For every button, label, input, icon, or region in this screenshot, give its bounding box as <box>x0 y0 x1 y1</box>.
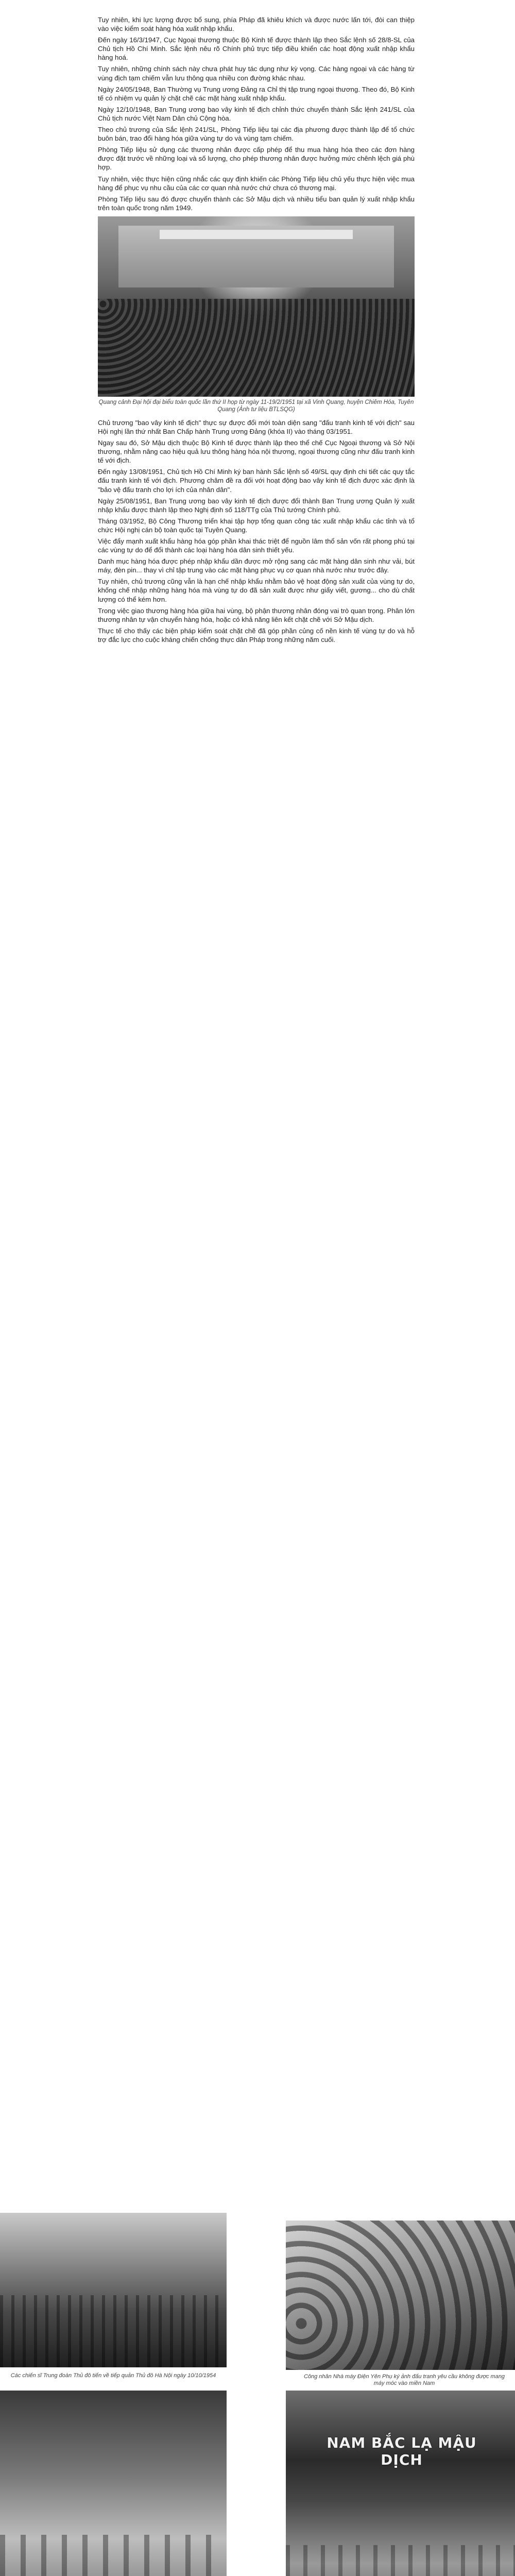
paragraph: Tuy nhiên, những chính sách này chưa phát huy tác dụng như kỳ vọng. Các hàng ngoại và các hàng từ vùng địch tạm chiếm vẫn lưu thông qua nhiều con đường khác nhau. <box>98 65 415 82</box>
gallery-photo-troops <box>0 2213 227 2367</box>
congress-photo <box>98 216 415 397</box>
paragraph: Thực tế cho thấy các biện pháp kiểm soát chặt chẽ đã góp phần củng cố nền kinh tế vùng tự do và hỗ trợ đắc lực cho cuộc kháng chiến chống thực dân Pháp trong những năm cuối. <box>98 626 415 643</box>
paragraph: Trong việc giao thương hàng hóa giữa hai vùng, bộ phận thương nhân đóng vai trò quan trọng. Phân lớn thương nhân tự vận chuyển hàng hóa, hoặc có khả năng liên kết chặt chẽ với Sở Mậu dịch. <box>98 606 415 623</box>
paragraph: Chủ trương "bao vây kinh tế địch" thực sự được đổi mới toàn diện sang "đấu tranh kinh tế với địch" sau Hội nghị lần thứ nhất Ban Chấp hành Trung ương Đảng (khóa II) vào tháng 03/1951. <box>98 418 415 435</box>
paragraph: Tuy nhiên, việc thực hiện cũng nhắc các quy định khiến các Phòng Tiếp liệu chủ yếu thực hiện việc mua hàng để phục vụ nhu cầu của các cơ quan nhà nước chứ chưa có thương mại. <box>98 175 415 192</box>
paragraph: Theo chủ trương của Sắc lệnh 241/SL, Phòng Tiếp liệu tại các địa phương được thành lập để tổ chức buôn bán, trao đổi hàng hóa giữa vùng tự do và vùng tạm chiếm. <box>98 126 415 143</box>
paragraph: Ngay sau đó, Sở Mậu dịch thuộc Bộ Kinh tế được thành lập theo thể chế Cục Ngoại thương và Sở Nội thương, nhằm nâng cao hiệu quả lưu thông hàng hóa nội thương, ngoại thương cũng như đấu tranh kinh tế với địch. <box>98 439 415 465</box>
photo-caption: Quang cảnh Đại hội đại biểu toàn quốc lần thứ II họp từ ngày 11-19/2/1951 tại xã Vinh Quang, huyện Chiêm Hóa, Tuyên Quang (Ảnh tư liệu BTLSQG) <box>98 399 414 413</box>
paragraph: Tuy nhiên, khi lực lượng được bổ sung, phía Pháp đã khiêu khích và được nước lấn tới, đòi can thiệp vào việc kiểm soát hàng hóa xuất nhập khẩu. <box>98 16 415 33</box>
paragraph: Đến ngày 13/08/1951, Chủ tịch Hồ Chí Minh ký ban hành Sắc lệnh số 49/SL quy định chi tiết các quy tắc đấu tranh kinh tế với địch. Phương châm đề ra đối với hoạt động bao vây kinh tế địch được xác định là "bảo vệ đấu tranh cho lợi ích của nhân dân". <box>98 468 415 494</box>
photo-banner <box>160 230 353 239</box>
gallery-caption: Các chiến sĩ Trung đoàn Thủ đô tiến về tiếp quản Thủ đô Hà Nội ngày 10/10/1954 <box>10 2372 216 2379</box>
paragraph: Ngày 25/08/1951, Ban Trung ương bao vây kinh tế địch được đổi thành Ban Trung ương Quản lý xuất nhập khẩu được thành lập theo Nghị định số 118/TTg của Thủ tướng Chính phủ. <box>98 497 415 514</box>
paragraph: Ngày 24/05/1948, Ban Thường vụ Trung ương Đảng ra Chỉ thị tập trung ngoại thương. Theo đó, Bộ Kinh tế có nhiệm vụ quản lý chặt chẽ các mặt hàng xuất nhập khẩu. <box>98 85 415 102</box>
paragraph: Phòng Tiếp liệu sau đó được chuyển thành các Sở Mậu dịch và nhiều tiểu ban quản lý xuất nhập khẩu trên toàn quốc trong năm 1949. <box>98 195 415 212</box>
gallery-photo-trade-store <box>0 2391 227 2576</box>
paragraph: Việc đẩy mạnh xuất khẩu hàng hóa góp phần khai thác triệt để nguồn lâm thổ sản vốn rất phong phú tại các vùng tự do để đổi thành các loại hàng hóa dân sinh thiết yếu. <box>98 537 415 554</box>
gallery-photo-bridge-sign <box>286 2391 515 2576</box>
gallery-photo-workers <box>286 2221 515 2370</box>
article-body <box>98 15 415 647</box>
photo-gallery <box>0 2213 515 2576</box>
photo-crowd <box>98 299 415 397</box>
paragraph: Phòng Tiếp liệu sử dụng các thương nhân được cấp phép để thu mua hàng hóa theo các đơn hàng được đặt trước về những loại và số lượng, cho phép thương nhân được hưởng mức chênh lệch giá phù hợp. <box>98 146 415 172</box>
gallery-caption: Công nhân Nhà máy Điện Yên Phụ ký ảnh đấu tranh yêu cầu không được mang máy móc vào miền Nam <box>303 2374 505 2386</box>
paragraph: Đến ngày 16/3/1947, Cục Ngoại thương thuộc Bộ Kinh tế được thành lập theo Sắc lệnh số 28/8-SL của Chủ tịch Hồ Chí Minh. Sắc lệnh nêu rõ Chính phủ trực tiếp điều khiển các hoạt động xuất nhập khẩu hàng hoá. <box>98 36 415 62</box>
paragraph: Danh mục hàng hóa được phép nhập khẩu dần được mở rộng sang các mặt hàng dân sinh như vải, bút máy, đèn pin... thay vì chỉ tập trung vào các mặt hàng phục vụ cơ quan nhà nước như trước đây. <box>98 557 415 574</box>
paragraph: Tuy nhiên, chủ trương cũng vẫn là hạn chế nhập khẩu nhằm bảo vệ hoạt động sản xuất của vùng tự do, khống chế nhập những hàng hóa mà vùng tự do đã sản xuất được như giấy viết, gương... cho dù chất lượng có thể kém hơn. <box>98 578 415 603</box>
paragraph: Ngày 12/10/1948, Ban Trung ương bao vây kinh tế địch chỉnh thức chuyển thành Sắc lệnh 241/SL của Chủ tịch nước Việt Nam Dân chủ Cộng hòa. <box>98 105 415 122</box>
bridge-sign-text: NAM BẮC LẠ MẬU DỊCH <box>327 2434 477 2468</box>
paragraph: Tháng 03/1952, Bộ Công Thương triển khai tập hợp tổng quan công tác xuất nhập khẩu các tỉnh và tổ chức Hội nghị cán bộ toàn quốc tại Tuyên Quang. <box>98 517 415 534</box>
